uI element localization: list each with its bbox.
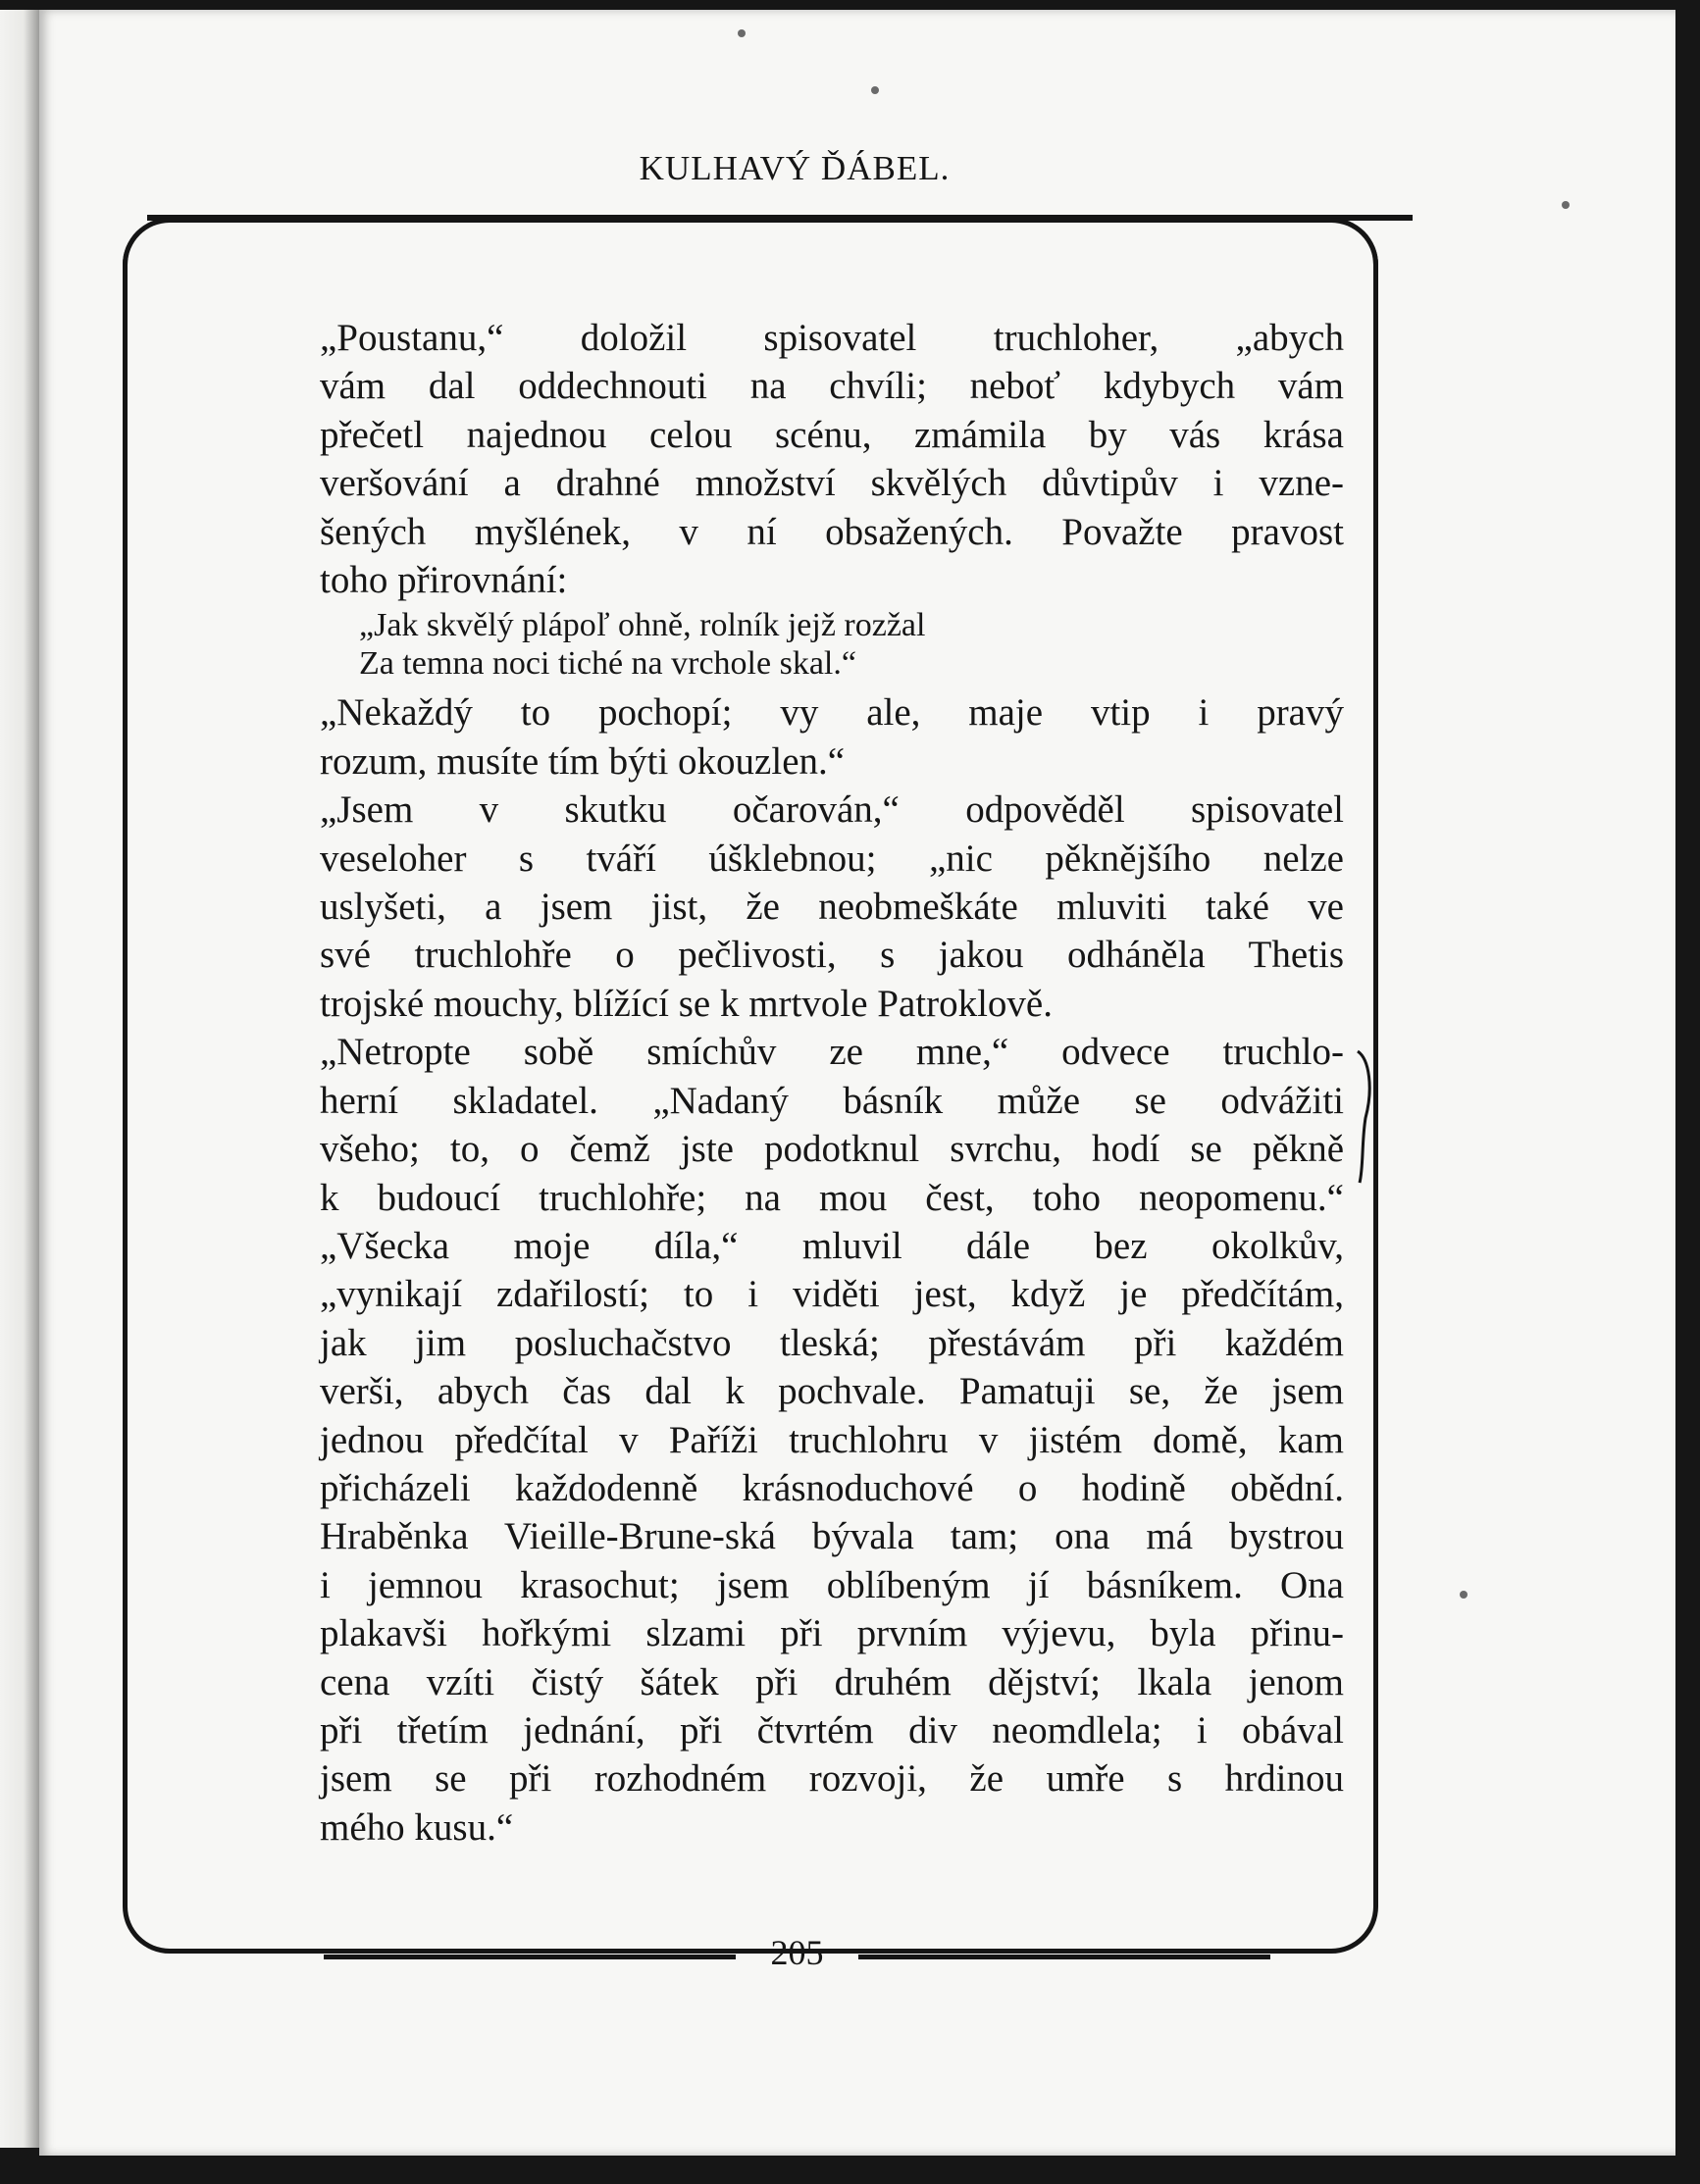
text-line: veršování a drahné množství skvělých důvtipův i vzne- — [320, 462, 1344, 505]
text-line: „Všecka moje díla,“ mluvil dále bez okolkův, — [320, 1224, 1344, 1267]
body-text — [202, 314, 1344, 1852]
text-line: verši, abych čas dal k pochvale. Pamatuji se, že jsem — [320, 1370, 1344, 1413]
dust-speck — [738, 29, 746, 37]
paragraph-5 — [202, 1222, 1344, 1852]
text-line: rozum, musíte tím býti okouzlen.“ — [320, 739, 846, 783]
dust-speck — [1460, 1591, 1468, 1599]
text-line: přicházeli každodenně krásnoduchové o hodině obědní. — [320, 1466, 1344, 1509]
text-line: „Poustanu,“ doložil spisovatel truchloher, „abych — [320, 317, 1344, 359]
text-line: trojské mouchy, blížící se k mrtvole Patroklově. — [320, 982, 1053, 1025]
paragraph-4 — [202, 1028, 1344, 1222]
text-line: „Netropte sobě smíchův ze mne,“ odvece truchlo- — [320, 1031, 1344, 1074]
text-line: všeho; to, o čemž jste podotknul svrchu, hodí se pěkně — [320, 1128, 1344, 1171]
text-line: Hraběnka Vieille-Brune-ská bývala tam; ona má bystrou — [320, 1515, 1344, 1558]
text-line: „Jsem v skutku očarován,“ odpověděl spisovatel — [320, 788, 1344, 832]
running-title: KULHAVÝ ĎÁBEL. — [639, 149, 951, 187]
text-line: cena vzíti čistý šátek při druhém dějství; lkala jenom — [320, 1660, 1344, 1703]
text-line: jak jim posluchačstvo tleská; přestávám při každém — [320, 1321, 1344, 1364]
text-line: uslyšeti, a jsem jist, že neobmeškáte mluviti také ve — [320, 886, 1344, 929]
dust-speck — [1562, 201, 1570, 209]
text-line: „Nekaždý to pochopí; vy ale, maje vtip i pravý — [320, 691, 1344, 735]
text-line: k budoucí truchlohře; na mou čest, toho neopomenu.“ — [320, 1176, 1344, 1219]
facing-page-edge — [0, 10, 39, 2148]
verse-line: „Jak skvělý plápoľ ohně, rolník jejž rozžal — [359, 607, 926, 644]
text-line: i jemnou krasochut; jsem oblíbeným jí básníkem. Ona — [320, 1563, 1344, 1606]
paragraph-3 — [202, 786, 1344, 1028]
handwritten-margin-bracket — [1354, 1049, 1379, 1187]
text-line: při třetím jednání, při čtvrtém div neomdlela; i obával — [320, 1708, 1344, 1752]
footer-rule-left — [324, 1955, 736, 1959]
text-line: veseloher s tváří úšklebnou; „nic pěknějšího nelze — [320, 837, 1344, 880]
text-line: jednou předčítal v Paříži truchlohru v jistém domě, kam — [320, 1418, 1344, 1461]
text-line: herní skladatel. „Nadaný básník může se odvážiti — [320, 1079, 1344, 1122]
text-line: plakavši hořkými slzami při prvním výjevu, byla přinu- — [320, 1612, 1344, 1655]
text-line: toho přirovnání: — [320, 559, 568, 602]
text-line: vám dal oddechnouti na chvíli; neboť kdybych vám — [320, 365, 1344, 408]
text-line: „vynikají zdařilostí; to i viděti jest, když je předčítám, — [320, 1273, 1344, 1316]
text-line: šených myšlének, v ní obsažených. Považte pravost — [320, 510, 1344, 553]
text-line: mého kusu.“ — [320, 1805, 514, 1849]
verse-quote — [359, 606, 1344, 683]
footer-rule-right — [858, 1955, 1270, 1959]
dust-speck — [871, 86, 879, 94]
text-line: jsem se při rozhodném rozvoji, že umře s hrdinou — [320, 1757, 1344, 1801]
text-line: své truchlohře o pečlivosti, s jakou odháněla Thetis — [320, 934, 1344, 977]
text-line: přečetl najednou celou scénu, zmámila by vás krása — [320, 413, 1344, 456]
paragraph-1 — [202, 314, 1344, 604]
paragraph-2 — [202, 688, 1344, 786]
verse-line: Za temna noci tiché na vrchole skal.“ — [359, 645, 856, 683]
page-number: 205 — [770, 1933, 824, 1972]
